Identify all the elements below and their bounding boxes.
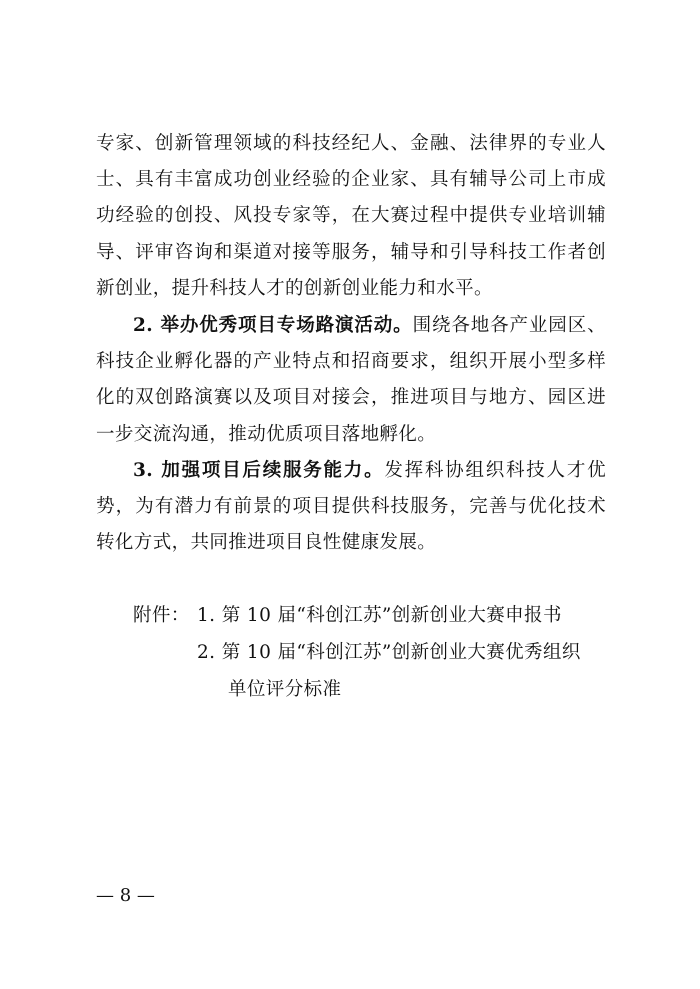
attachment-item-1: 1. 第 10 届“科创江苏”创新创业大赛申报书	[197, 605, 562, 626]
attachment-item-2-continued: 单位评分标准	[228, 679, 342, 700]
body-item-2	[96, 308, 606, 453]
item-2-heading: 2. 举办优秀项目专场路演活动。	[133, 315, 413, 336]
body-paragraph-1: 专家、创新管理领域的科技经纪人、金融、法律界的专业人士、具有丰富成功创业经验的企业家、具有辅导公司上市成功经验的创投、风投专家等，在大赛过程中提供专业培训辅导、评审咨询和渠道对接等服务，辅导和引导科技工作者创新创业，提升科技人才的创新创业能力和水平。	[96, 133, 606, 299]
body-item-3	[96, 453, 606, 562]
item-2-text: 围绕各地各产业园区、科技企业孵化器的产业特点和招商要求，组织开展小型多样化的双创路演赛以及项目对接会，推进项目与地方、园区进一步交流沟通，推动优质项目落地孵化。	[96, 315, 606, 445]
item-3-heading: 3. 加强项目后续服务能力。	[133, 460, 385, 481]
attachments-label: 附件：	[133, 605, 190, 626]
attachment-item-2: 2. 第 10 届“科创江苏”创新创业大赛优秀组织	[197, 642, 581, 663]
item-3-text: 发挥科协组织科技人才优势，为有潜力有前景的项目提供科技服务，完善与优化技术转化方式，共同推进项目良性健康发展。	[96, 460, 607, 554]
page-number: — 8 —	[96, 885, 155, 906]
